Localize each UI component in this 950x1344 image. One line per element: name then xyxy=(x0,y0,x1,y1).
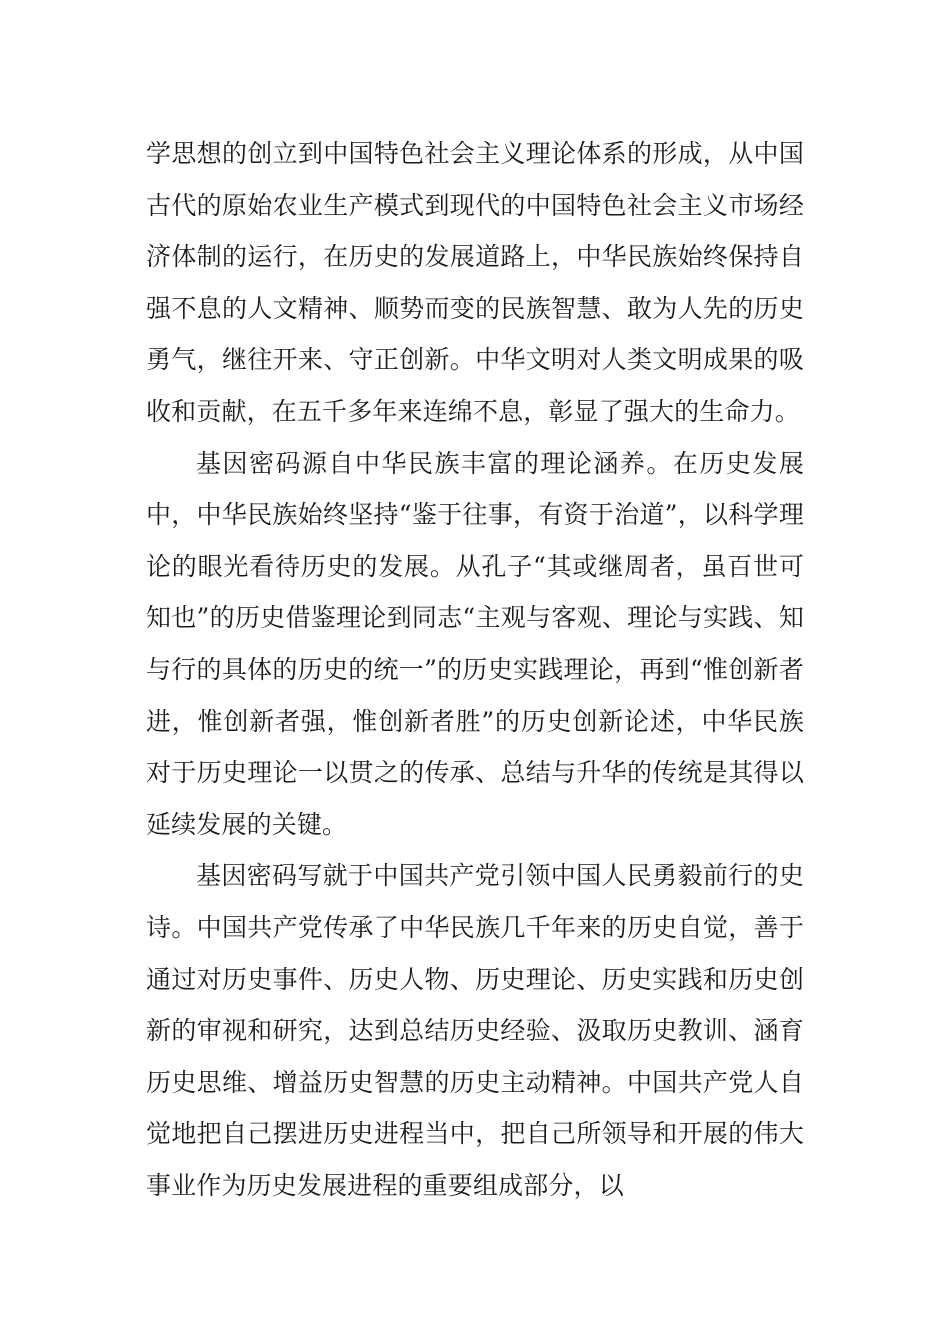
document-body xyxy=(146,128,804,1211)
paragraph-continuation: 学思想的创立到中国特色社会主义理论体系的形成，从中国古代的原始农业生产模式到现代的中国特色社会主义市场经济体制的运行，在历史的发展道路上，中华民族始终保持自强不息的人文精神、顺势而变的民族智慧、敢为人先的历史勇气，继往开来、守正创新。中华文明对人类文明成果的吸收和贡献，在五千多年来连绵不息，彰显了强大的生命力。 xyxy=(146,139,804,426)
paragraph-theory: 基因密码源自中华民族丰富的理论涵养。在历史发展中，中华民族始终坚持“鉴于往事，有资于治道”，以科学理论的眼光看待历史的发展。从孔子“其或继周者，虽百世可知也”的历史借鉴理论到同志“主观与客观、理论与实践、知与行的具体的历史的统一”的历史实践理论，再到“惟创新者进，惟创新者强，惟创新者胜”的历史创新论述，中华民族对于历史理论一以贯之的传承、总结与升华的传统是其得以延续发展的关键。 xyxy=(146,448,804,839)
paragraph-party: 基因密码写就于中国共产党引领中国人民勇毅前行的史诗。中国共产党传承了中华民族几千年来的历史自觉，善于通过对历史事件、历史人物、历史理论、历史实践和历史创新的审视和研究，达到总结历史经验、汲取历史教训、涵育历史思维、增益历史智慧的历史主动精神。中国共产党人自觉地把自己摆进历史进程当中，把自己所领导和开展的伟大事业作为历史发展进程的重要组成部分，以 xyxy=(146,861,804,1200)
